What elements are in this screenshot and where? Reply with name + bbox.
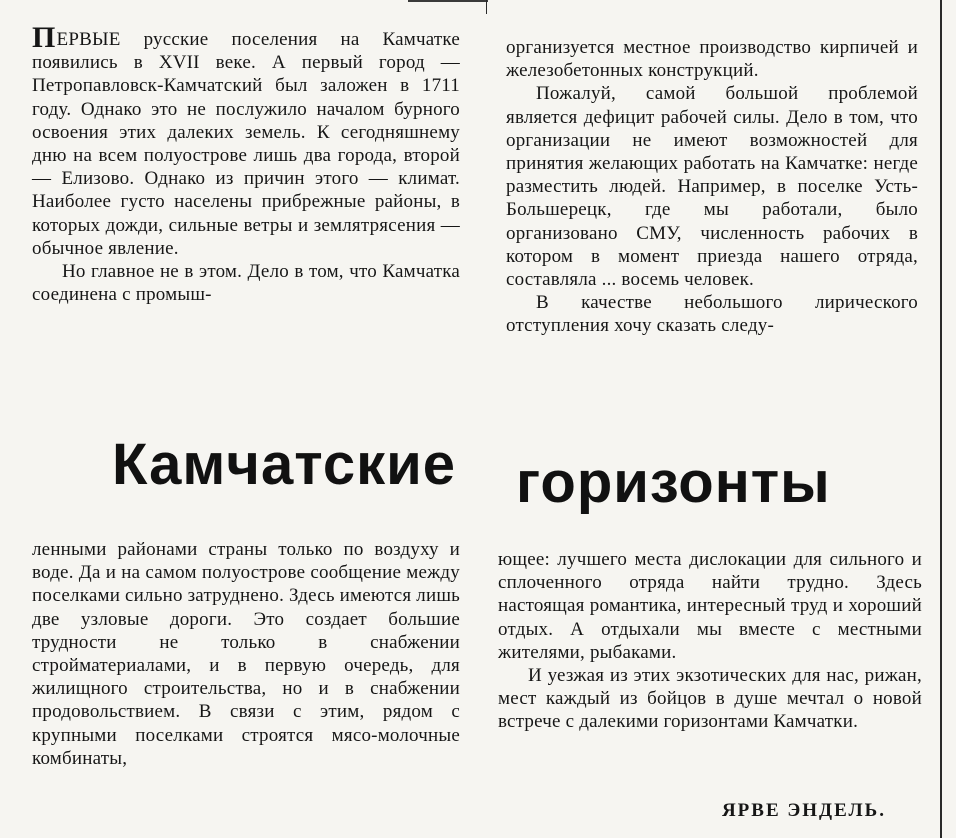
paragraph: Но главное не в этом. Дело в том, что Камчатка соединена с промыш- xyxy=(32,261,460,306)
article-author-signature: ЯРВЕ ЭНДЕЛЬ. xyxy=(721,800,886,821)
article-column-top-left xyxy=(32,21,460,306)
article-column-top-right xyxy=(506,36,918,338)
paragraph xyxy=(32,21,460,260)
paragraph: ющее: лучшего места дислокации для сильного и сплоченного отряда найти трудно. Здесь настоящая романтика, интересный труд и хороший отдых. А отдыхали мы вместе с местными жителями, рыбаками. xyxy=(498,549,922,663)
drop-cap-letter: П xyxy=(32,21,56,54)
paragraph: организуется местное производство кирпичей и железобетонных конструкций. xyxy=(506,37,918,82)
article-headline-word-1: Камчатские xyxy=(112,432,457,497)
column-divider-top xyxy=(486,0,487,14)
article-column-bottom-right xyxy=(498,548,922,734)
top-rule-mark xyxy=(408,0,488,2)
paragraph: Пожалуй, самой большой проблемой является дефицит рабочей силы. Дело в том, что организации не имеют возможностей для принятия желающих работать на Камчатке: негде разместить людей. Например, в поселке Усть-Большерецк, где мы работали, было организовано СМУ, численность рабочих в котором в момент приезда нашего отряда, составляла ... восемь человек. xyxy=(506,83,918,291)
page-edge-rule xyxy=(940,0,942,838)
article-column-bottom-left xyxy=(32,538,460,770)
article-headline-word-2: горизонты xyxy=(516,450,831,515)
paragraph: В качестве небольшого лирического отступления хочу сказать следу- xyxy=(506,292,918,337)
paragraph: И уезжая из этих экзотических для нас, рижан, мест каждый из бойцов в душе мечтал о новой встрече с далекими горизонтами Камчатки. xyxy=(498,665,922,733)
paragraph: ленными районами страны только по воздуху и воде. Да и на самом полуострове сообщение между поселками сильно затруднено. Здесь имеются лишь две узловые дороги. Это создает большие трудности не только в снабжении стройматериалами, и в первую очередь, для жилищного строительства, но и в снабжении продовольствием. В связи с этим, рядом с крупными поселками строятся мясо-молочные комбинаты, xyxy=(32,539,461,769)
paragraph-text: ЕРВЫЕ русские поселения на Камчатке появились в XVII веке. А первый город — Петропавловск-Камчатский был заложен в 1711 году. Однако это не послужило началом бурного освоения этих далеких земель. К сегодняшнему дню на всем полуострове лишь два города, второй — Елизово. Однако из причин этого — климат. Наиболее густо населены прибрежные районы, в которых дожди, сильные ветры и землятрясения — обычное явление. xyxy=(32,29,460,259)
